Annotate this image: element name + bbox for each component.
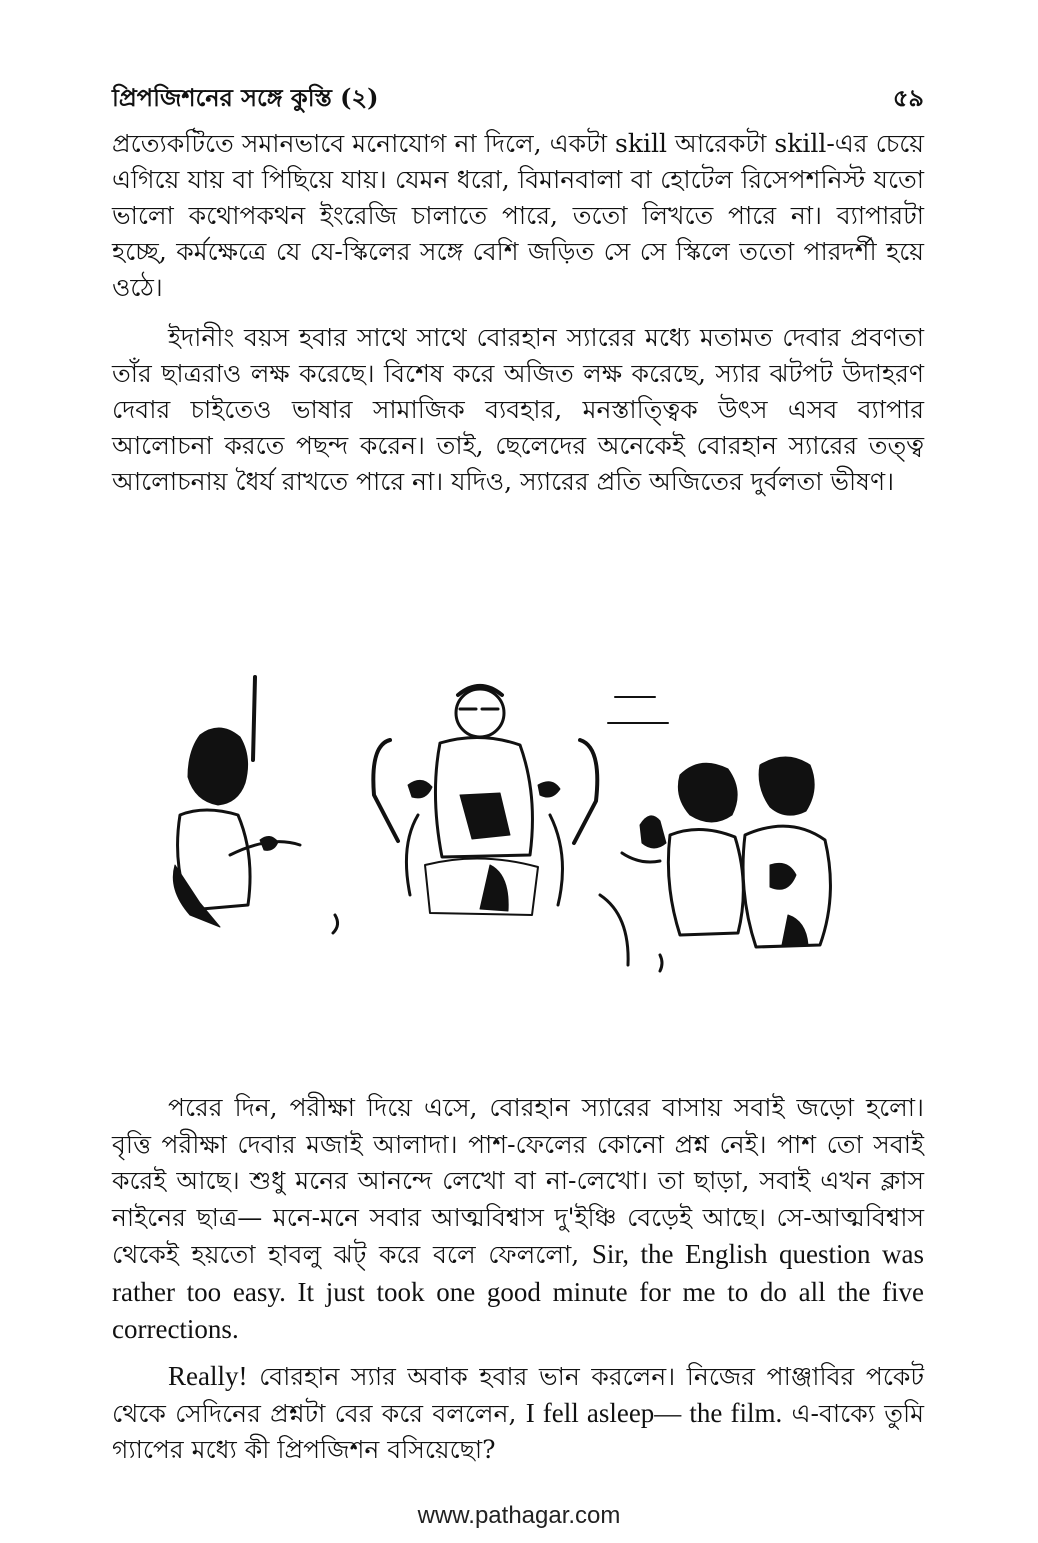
paragraph-4-quote: I fell asleep— the film. <box>525 1398 783 1428</box>
running-title: প্রিপজিশনের সঙ্গে কুস্তি (২) <box>112 83 379 112</box>
running-head <box>112 80 924 116</box>
paragraph-4 <box>112 1358 924 1468</box>
paragraph-4-lead: Really! <box>168 1361 248 1391</box>
paragraph-2: ইদানীং বয়স হবার সাথে সাথে বোরহান স্যারের মধ্যে মতামত দেবার প্রবণতা তাঁর ছাত্ররাও লক্ষ করেছে। বিশেষ করে অজিত লক্ষ করেছে, স্যার ঝটপট উদাহরণ দেবার চাইতেও ভাষার সামাজিক ব্যবহার, মনস্তাত্ত্বিক উৎস এসব ব্যাপার আলোচনা করতে পছন্দ করেন। তাই, ছেলেদের অনেকেই বোরহান স্যারের তত্ত্ব আলোচনায় ধৈর্য রাখতে পারে না। যদিও, স্যারের প্রতি অজিতের দুর্বলতা ভীষণ। <box>112 323 924 496</box>
page-number: ৫৯ <box>892 83 924 112</box>
paragraph-1: প্রত্যেকটিতে সমানভাবে মনোযোগ না দিলে, একটা skill আরেকটা skill-এর চেয়ে এগিয়ে যায় বা পিছিয়ে যায়। যেমন ধরো, বিমানবালা বা হোটেল রিসেপশনিস্ট যতো ভালো কথোপকথন ইংরেজি চালাতে পারে, ততো লিখতে পারে না। ব্যাপারটা হচ্ছে, কর্মক্ষেত্রে যে যে-স্কিলের সঙ্গে বেশি জড়িত সে সে স্কিলে ততো পারদর্শী হয়ে ওঠে। <box>112 129 924 302</box>
paragraph-4-bengali: বোরহান স্যার অবাক হবার ভান করলেন। নিজের পাঞ্জাবির পকেট থেকে সেদিনের প্রশ্নটা বের করে বললেন, <box>112 1362 924 1428</box>
footer-url: www.pathagar.com <box>417 1502 621 1529</box>
paragraph-3-english: Sir, the English question was rather too easy. It just took one good minute for me to do all the five corrections. <box>112 1239 924 1344</box>
paragraph-3 <box>112 1090 924 1349</box>
classroom-sketch-icon <box>160 665 930 995</box>
paragraph-3-bengali: পরের দিন, পরীক্ষা দিয়ে এসে, বোরহান স্যারের বাসায় সবাই জড়ো হলো। বৃত্তি পরীক্ষা দেবার মজাই আলাদা। পাশ-ফেলের কোনো প্রশ্ন নেই। পাশ তো সবাই করেই আছে। শুধু মনের আনন্দে লেখো বা না-লেখো। তা ছাড়া, সবাই এখন ক্লাস নাইনের ছাত্র— মনে-মনে সবার আত্মবিশ্বাস দু'ইঞ্চি বেড়েই আছে। সে-আত্মবিশ্বাস থেকেই হয়তো হাবলু ঝট্ করে বলে ফেললো, <box>112 1093 924 1269</box>
paragraph-4-question: এ-বাক্যে তুমি গ্যাপের মধ্যে কী প্রিপজিশন বসিয়েছো? <box>112 1399 925 1464</box>
